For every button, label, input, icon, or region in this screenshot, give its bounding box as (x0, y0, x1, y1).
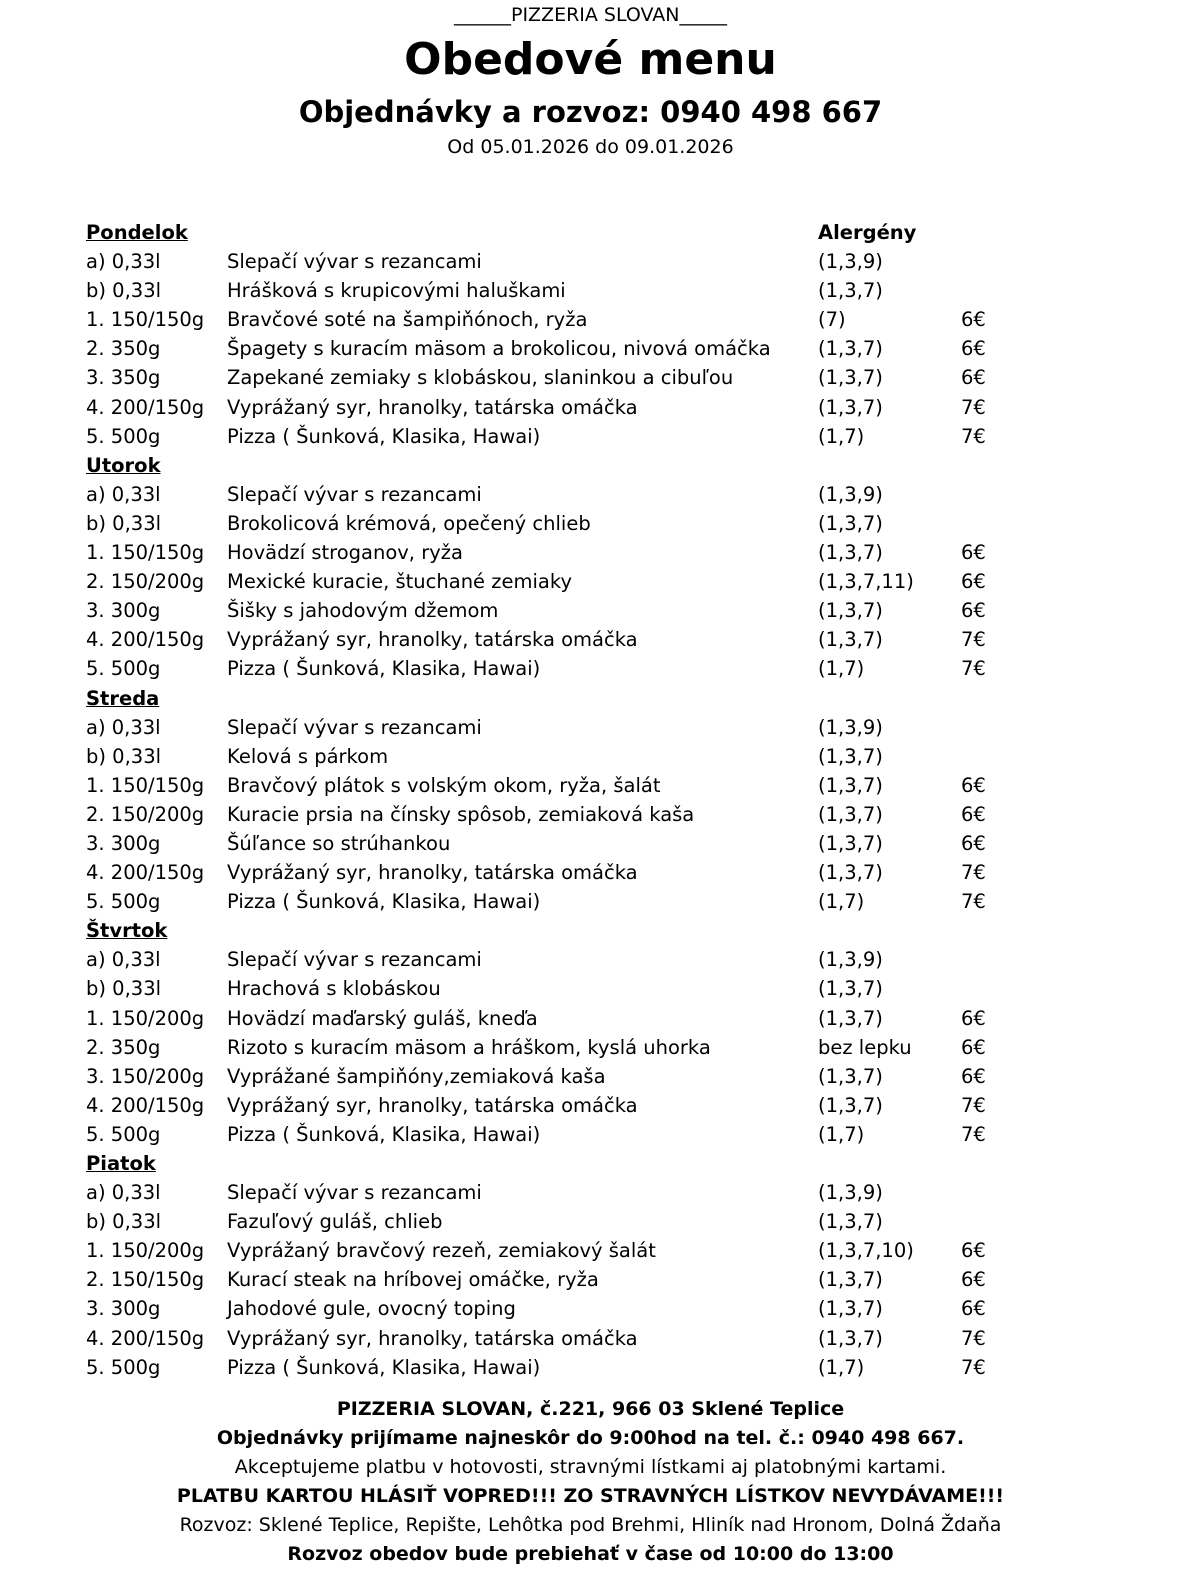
menu-item-allergens: (1,3,7) (818, 395, 883, 419)
menu-item-allergens: (1,3,7) (818, 1093, 883, 1117)
menu-item-allergens: (1,7) (818, 1122, 865, 1146)
menu-item-dish: Brokolicová krémová, opečený chlieb (227, 511, 591, 535)
menu-item-price: 6€ (961, 1064, 986, 1088)
menu-item-portion: 4. 200/150g (86, 395, 205, 419)
date-range: Od 05.01.2026 do 09.01.2026 (447, 136, 734, 158)
menu-item-dish: Hovädzí maďarský guláš, kneďa (227, 1006, 538, 1030)
menu-item-price: 7€ (961, 395, 986, 419)
menu-item-dish: Fazuľový guláš, chlieb (227, 1210, 443, 1234)
menu-item-portion: 1. 150/150g (86, 308, 205, 332)
menu-item-allergens: (1,3,7) (818, 773, 883, 797)
menu-item-allergens: (1,3,7) (818, 628, 883, 652)
menu-item-portion: 3. 300g (86, 831, 161, 855)
menu-item-dish: Šúľance so strúhankou (227, 831, 451, 855)
menu-item-portion: a) 0,33l (86, 482, 161, 506)
menu-item-dish: Pizza ( Šunková, Klasika, Hawai) (227, 1355, 541, 1379)
menu-item-dish: Hovädzí stroganov, ryža (227, 541, 463, 565)
menu-item-allergens: (1,3,7) (818, 599, 883, 623)
menu-item-row (86, 625, 1086, 654)
menu-item-dish: Vyprážaný bravčový rezeň, zemiakový šalát (227, 1239, 656, 1263)
menu-item-price: 6€ (961, 1268, 986, 1292)
menu-item-row (86, 771, 1086, 800)
footer-address: PIZZERIA SLOVAN, č.221, 966 03 Sklené Teplice (336, 1398, 845, 1420)
menu-item-dish: Vyprážaný syr, hranolky, tatárska omáčka (227, 628, 638, 652)
menu-item-dish: Šišky s jahodovým džemom (227, 599, 499, 623)
menu-item-dish: Kuracie prsia na čínsky spôsob, zemiaková kaša (227, 802, 695, 826)
menu-item-allergens: (1,3,7) (818, 861, 883, 885)
menu-item-row (86, 1324, 1086, 1353)
day-name: Pondelok (86, 221, 188, 244)
order-phone-line: Objednávky a rozvoz: 0940 498 667 (298, 95, 883, 129)
weekly-menu (86, 218, 1086, 1382)
menu-item-row (86, 800, 1086, 829)
menu-item-price: 6€ (961, 541, 986, 565)
menu-item-portion: a) 0,33l (86, 1181, 161, 1205)
menu-item-dish: Bravčové soté na šampiňónoch, ryža (227, 308, 588, 332)
menu-footer (0, 1395, 1181, 1569)
menu-item-dish: Kurací steak na hríbovej omáčke, ryža (227, 1268, 599, 1292)
menu-item-allergens: (1,3,7) (818, 744, 883, 768)
menu-item-portion: 4. 200/150g (86, 1326, 205, 1350)
menu-item-row (86, 1178, 1086, 1207)
menu-item-price: 6€ (961, 1006, 986, 1030)
menu-item-allergens: (1,3,7) (818, 366, 883, 390)
menu-item-price: 7€ (961, 1093, 986, 1117)
menu-item-row (86, 858, 1086, 887)
day-name: Utorok (86, 453, 161, 477)
menu-item-row (86, 1091, 1086, 1120)
menu-item-row (86, 1236, 1086, 1265)
menu-item-price: 6€ (961, 570, 986, 594)
menu-item-dish: Kelová s párkom (227, 744, 389, 768)
menu-item-price: 6€ (961, 308, 986, 332)
menu-item-portion: 3. 350g (86, 366, 161, 390)
day-name: Štvrtok (86, 919, 168, 943)
menu-item-allergens: (1,3,7) (818, 977, 883, 1001)
menu-item-row (86, 596, 1086, 625)
menu-item-dish: Jahodové gule, ovocný toping (227, 1297, 516, 1321)
menu-item-allergens: (1,3,7) (818, 1006, 883, 1030)
menu-item-allergens: (1,3,7,11) (818, 570, 914, 594)
footer-card-notice: PLATBU KARTOU HLÁSIŤ VOPRED!!! ZO STRAVNÝCH LÍSTKOV NEVYDÁVAME!!! (176, 1485, 1005, 1507)
menu-item-row (86, 363, 1086, 392)
menu-item-portion: 3. 150/200g (86, 1064, 205, 1088)
menu-item-allergens: (1,3,9) (818, 715, 883, 739)
menu-item-row (86, 1207, 1086, 1236)
menu-item-row (86, 422, 1086, 451)
menu-item-portion: 1. 150/150g (86, 541, 205, 565)
menu-item-allergens: (1,3,7) (818, 1210, 883, 1234)
day-heading-row (86, 1149, 1086, 1178)
menu-item-price: 7€ (961, 628, 986, 652)
menu-item-allergens: (1,3,9) (818, 250, 883, 274)
menu-item-portion: 5. 500g (86, 424, 161, 448)
menu-item-portion: 2. 350g (86, 1035, 161, 1059)
menu-item-allergens: (1,3,7) (818, 541, 883, 565)
menu-item-allergens: (1,3,7) (818, 1326, 883, 1350)
day-name: Piatok (86, 1152, 156, 1175)
menu-item-portion: 4. 200/150g (86, 1093, 205, 1117)
menu-item-dish: Pizza ( Šunková, Klasika, Hawai) (227, 1122, 541, 1146)
menu-item-row (86, 1033, 1086, 1062)
menu-item-portion: 5. 500g (86, 890, 161, 914)
menu-item-allergens: (1,3,7) (818, 337, 883, 361)
day-heading-row (86, 684, 1086, 713)
menu-item-dish: Slepačí vývar s rezancami (227, 250, 482, 274)
menu-item-allergens: bez lepku (818, 1035, 912, 1059)
menu-item-allergens: (1,7) (818, 657, 865, 681)
menu-item-portion: 5. 500g (86, 1122, 161, 1146)
footer-delivery-time: Rozvoz obedov bude prebiehať v čase od 10:00 do 13:00 (287, 1543, 894, 1565)
menu-item-dish: Vyprážaný syr, hranolky, tatárska omáčka (227, 1326, 638, 1350)
menu-item-row (86, 974, 1086, 1003)
menu-item-allergens: (1,3,7) (818, 1064, 883, 1088)
footer-payment: Akceptujeme platbu v hotovosti, stravnými lístkami aj platobnými kartami. (234, 1456, 947, 1478)
menu-item-row (86, 305, 1086, 334)
menu-item-portion: 3. 300g (86, 599, 161, 623)
menu-item-price: 6€ (961, 1297, 986, 1321)
menu-item-allergens: (1,3,7) (818, 1268, 883, 1292)
menu-item-row (86, 1265, 1086, 1294)
menu-item-dish: Vyprážané šampiňóny,zemiaková kaša (227, 1064, 606, 1088)
menu-item-row (86, 247, 1086, 276)
menu-item-dish: Pizza ( Šunková, Klasika, Hawai) (227, 657, 541, 681)
menu-item-row (86, 887, 1086, 916)
menu-item-price: 6€ (961, 337, 986, 361)
menu-item-price: 6€ (961, 599, 986, 623)
menu-item-price: 6€ (961, 773, 986, 797)
menu-item-row (86, 945, 1086, 974)
day-heading-row (86, 916, 1086, 945)
menu-item-row (86, 1294, 1086, 1323)
menu-item-price: 6€ (961, 1035, 986, 1059)
menu-item-portion: b) 0,33l (86, 977, 162, 1001)
menu-item-allergens: (7) (818, 308, 846, 332)
menu-item-row (86, 538, 1086, 567)
menu-item-allergens: (1,3,9) (818, 1181, 883, 1205)
brand-line: ______PIZZERIA SLOVAN_____ (453, 4, 728, 26)
menu-item-allergens: (1,3,7) (818, 1297, 883, 1321)
menu-item-portion: 4. 200/150g (86, 628, 205, 652)
menu-item-price: 6€ (961, 1239, 986, 1263)
menu-item-allergens: (1,3,7) (818, 831, 883, 855)
menu-item-allergens: (1,7) (818, 424, 865, 448)
menu-item-price: 7€ (961, 890, 986, 914)
menu-item-portion: 2. 150/150g (86, 1268, 205, 1292)
menu-item-allergens: (1,3,9) (818, 948, 883, 972)
menu-item-row (86, 1062, 1086, 1091)
menu-item-row (86, 334, 1086, 363)
menu-item-allergens: (1,3,9) (818, 482, 883, 506)
menu-item-price: 7€ (961, 424, 986, 448)
menu-item-dish: Slepačí vývar s rezancami (227, 715, 482, 739)
day-heading-row (86, 451, 1086, 480)
menu-item-row (86, 509, 1086, 538)
menu-item-portion: 1. 150/200g (86, 1239, 205, 1263)
menu-item-portion: 2. 150/200g (86, 570, 205, 594)
menu-item-allergens: (1,3,7) (818, 511, 883, 535)
menu-item-dish: Rizoto s kuracím mäsom a hráškom, kyslá uhorka (227, 1035, 711, 1059)
menu-item-allergens: (1,7) (818, 1355, 865, 1379)
day-name: Streda (86, 686, 160, 710)
menu-item-allergens: (1,7) (818, 890, 865, 914)
menu-item-portion: 5. 500g (86, 657, 161, 681)
menu-item-portion: a) 0,33l (86, 250, 161, 274)
menu-item-row (86, 480, 1086, 509)
menu-item-price: 7€ (961, 1355, 986, 1379)
menu-item-dish: Slepačí vývar s rezancami (227, 948, 482, 972)
menu-item-dish: Vyprážaný syr, hranolky, tatárska omáčka (227, 1093, 638, 1117)
menu-item-dish: Zapekané zemiaky s klobáskou, slaninkou a cibuľou (227, 366, 734, 390)
menu-item-portion: 4. 200/150g (86, 861, 205, 885)
menu-item-row (86, 829, 1086, 858)
menu-item-portion: a) 0,33l (86, 715, 161, 739)
menu-item-allergens: (1,3,7,10) (818, 1239, 914, 1263)
menu-item-dish: Hrachová s klobáskou (227, 977, 441, 1001)
footer-orders: Objednávky prijímame najneskôr do 9:00hod na tel. č.: 0940 498 667. (216, 1427, 965, 1449)
menu-item-row (86, 393, 1086, 422)
menu-item-portion: 2. 150/200g (86, 802, 205, 826)
menu-item-portion: 1. 150/150g (86, 773, 205, 797)
page-title: Obedové menu (404, 34, 777, 85)
menu-item-row (86, 742, 1086, 771)
menu-item-dish: Špagety s kuracím mäsom a brokolicou, nivová omáčka (227, 337, 771, 361)
menu-item-dish: Pizza ( Šunková, Klasika, Hawai) (227, 424, 541, 448)
menu-item-portion: 3. 300g (86, 1297, 161, 1321)
menu-item-dish: Slepačí vývar s rezancami (227, 1181, 482, 1205)
menu-item-row (86, 654, 1086, 683)
menu-item-dish: Slepačí vývar s rezancami (227, 482, 482, 506)
menu-item-dish: Bravčový plátok s volským okom, ryža, šalát (227, 773, 661, 797)
menu-item-row (86, 567, 1086, 596)
menu-item-price: 6€ (961, 831, 986, 855)
menu-item-dish: Mexické kuracie, štuchané zemiaky (227, 570, 572, 594)
menu-item-price: 7€ (961, 1326, 986, 1350)
menu-item-portion: a) 0,33l (86, 948, 161, 972)
menu-item-price: 7€ (961, 657, 986, 681)
menu-item-dish: Vyprážaný syr, hranolky, tatárska omáčka (227, 395, 638, 419)
day-heading-row (86, 218, 1086, 247)
menu-item-row (86, 1120, 1086, 1149)
menu-item-dish: Vyprážaný syr, hranolky, tatárska omáčka (227, 861, 638, 885)
menu-item-portion: b) 0,33l (86, 744, 162, 768)
menu-item-allergens: (1,3,7) (818, 279, 883, 303)
menu-item-row (86, 276, 1086, 305)
menu-item-row (86, 1004, 1086, 1033)
menu-item-portion: b) 0,33l (86, 279, 162, 303)
menu-item-dish: Pizza ( Šunková, Klasika, Hawai) (227, 890, 541, 914)
menu-item-dish: Hrášková s krupicovými haluškami (227, 279, 566, 303)
menu-item-row (86, 713, 1086, 742)
footer-delivery-area: Rozvoz: Sklené Teplice, Repište, Lehôtka pod Brehmi, Hliník nad Hronom, Dolná Ždaňa (179, 1514, 1002, 1536)
menu-item-portion: 2. 350g (86, 337, 161, 361)
menu-item-price: 6€ (961, 802, 986, 826)
allergens-column-header: Alergény (818, 221, 917, 244)
menu-item-allergens: (1,3,7) (818, 802, 883, 826)
menu-item-portion: 1. 150/200g (86, 1006, 205, 1030)
menu-item-price: 7€ (961, 861, 986, 885)
menu-item-row (86, 1353, 1086, 1382)
menu-item-portion: 5. 500g (86, 1355, 161, 1379)
menu-item-portion: b) 0,33l (86, 1210, 162, 1234)
menu-item-price: 6€ (961, 366, 986, 390)
menu-item-price: 7€ (961, 1122, 986, 1146)
menu-item-portion: b) 0,33l (86, 511, 162, 535)
